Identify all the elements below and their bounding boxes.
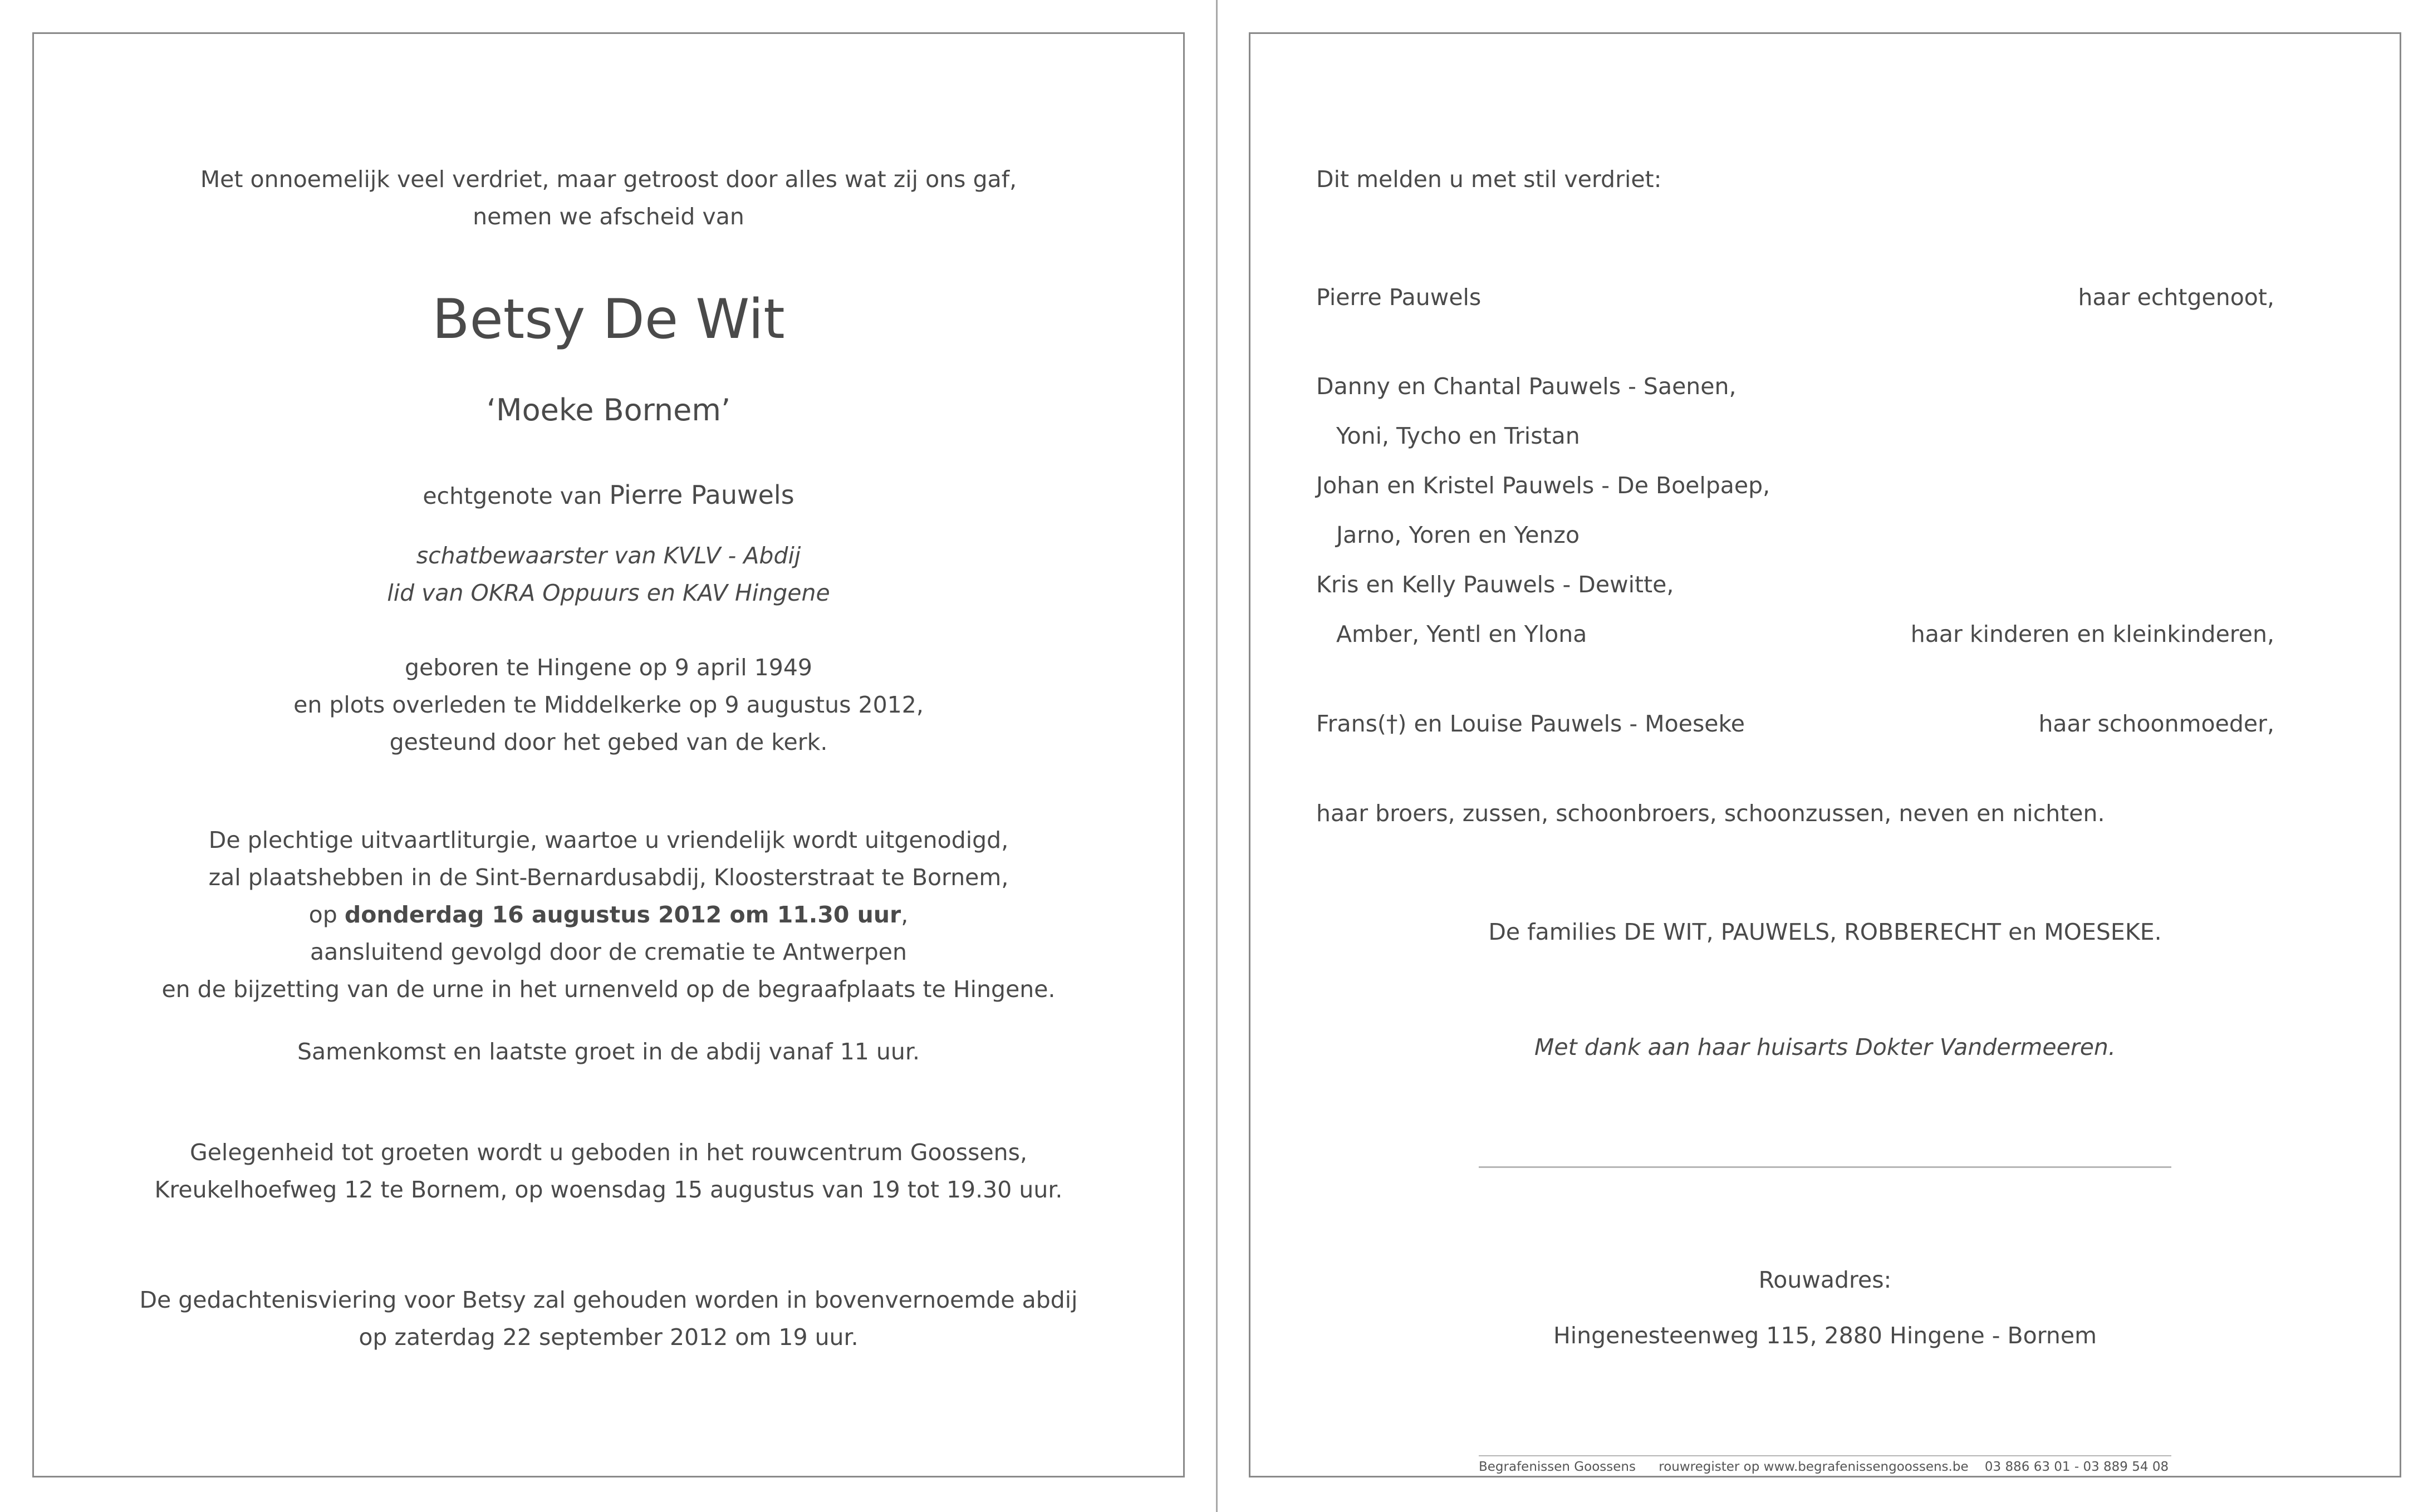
funeral-line-3 [34,901,1183,929]
footer-rule [1479,1455,2171,1456]
children-relation: haar kinderen en kleinkinderen, [1910,621,2274,647]
spouse-line [34,479,1183,512]
thanks-line: Met dank aan haar huisarts Dokter Vandermeeren. [1534,1034,2116,1061]
spouse-prefix: echtgenote van [423,483,602,509]
announce-line: Dit melden u met stil verdriet: [1316,166,1662,193]
page-fold-line [1216,0,1218,1512]
siblings-line: haar broers, zussen, schoonbroers, schoonzussen, neven en nichten. [1316,800,2105,827]
death-line: en plots overleden te Middelkerke op 9 augustus 2012, [293,691,924,718]
funeral-date-suffix: , [901,901,909,928]
husband-relation: haar echtgenoot, [2078,284,2274,311]
deceased-name: Betsy De Wit [432,288,785,351]
funeral-line-2: zal plaatshebben in de Sint-Bernardusabdij, Kloosterstraat te Bornem, [208,864,1009,891]
role-line-1: schatbewaarster van KVLV - Abdij [416,542,801,569]
left-page [32,32,1185,1477]
child-line-1: Danny en Chantal Pauwels - Saenen, [1316,373,1737,400]
funeral-date-prefix: op [308,901,337,928]
funeral-line-5: en de bijzetting van de urne in het urnenveld op de begraafplaats te Hingene. [161,976,1056,1003]
memorial-line-2: op zaterdag 22 september 2012 om 19 uur. [359,1324,859,1351]
footer-register: rouwregister op www.begrafenissengoossens.be [1659,1460,1969,1474]
memorial-line-1: De gedachtenisviering voor Betsy zal gehouden worden in bovenvernoemde abdij [139,1287,1078,1313]
child-line-2: Johan en Kristel Pauwels - De Boelpaep, [1316,472,1770,499]
child-line-3: Kris en Kelly Pauwels - Dewitte, [1316,571,1674,598]
church-line: gesteund door het gebed van de kerk. [389,729,828,755]
gathering-line: Samenkomst en laatste groet in de abdij vanaf 11 uur. [297,1038,920,1065]
intro-line-2: nemen we afscheid van [473,203,744,230]
address-line: Hingenesteenweg 115, 2880 Hingene - Bornem [1553,1322,2097,1349]
grandchildren-line-3: Amber, Yentl en Ylona [1336,621,1587,647]
families-line: De families DE WIT, PAUWELS, ROBBERECHT en MOESEKE. [1488,919,2162,945]
separator-line [1479,1166,2171,1168]
inlaws-relation: haar schoonmoeder, [2038,710,2274,737]
address-label: Rouwadres: [1758,1266,1892,1293]
right-page [1249,32,2401,1477]
grandchildren-line-1: Yoni, Tycho en Tristan [1336,423,1580,449]
role-line-2: lid van OKRA Oppuurs en KAV Hingene [387,580,830,606]
inlaws-name: Frans(†) en Louise Pauwels - Moeseke [1316,710,1745,737]
funeral-line-4: aansluitend gevolgd door de crematie te Antwerpen [310,939,907,965]
greeting-line-2: Kreukelhoefweg 12 te Bornem, op woensdag 15 augustus van 19 tot 19.30 uur. [154,1176,1063,1203]
footer-phones: 03 886 63 01 - 03 889 54 08 [1984,1460,2169,1474]
deceased-nickname: ‘Moeke Bornem’ [486,392,731,428]
funeral-date: donderdag 16 augustus 2012 om 11.30 uur [344,901,901,928]
grandchildren-line-2: Jarno, Yoren en Yenzo [1336,522,1580,548]
greeting-line-1: Gelegenheid tot groeten wordt u geboden in het rouwcentrum Goossens, [189,1139,1028,1166]
husband-name: Pierre Pauwels [1316,284,1482,311]
birth-line: geboren te Hingene op 9 april 1949 [404,654,812,681]
spouse-name: Pierre Pauwels [609,480,794,510]
footer [1479,1460,2169,1474]
intro-line-1: Met onnoemelijk veel verdriet, maar getroost door alles wat zij ons gaf, [200,166,1017,193]
footer-company: Begrafenissen Goossens [1479,1460,1636,1474]
funeral-line-1: De plechtige uitvaartliturgie, waartoe u vriendelijk wordt uitgenodigd, [208,827,1009,853]
